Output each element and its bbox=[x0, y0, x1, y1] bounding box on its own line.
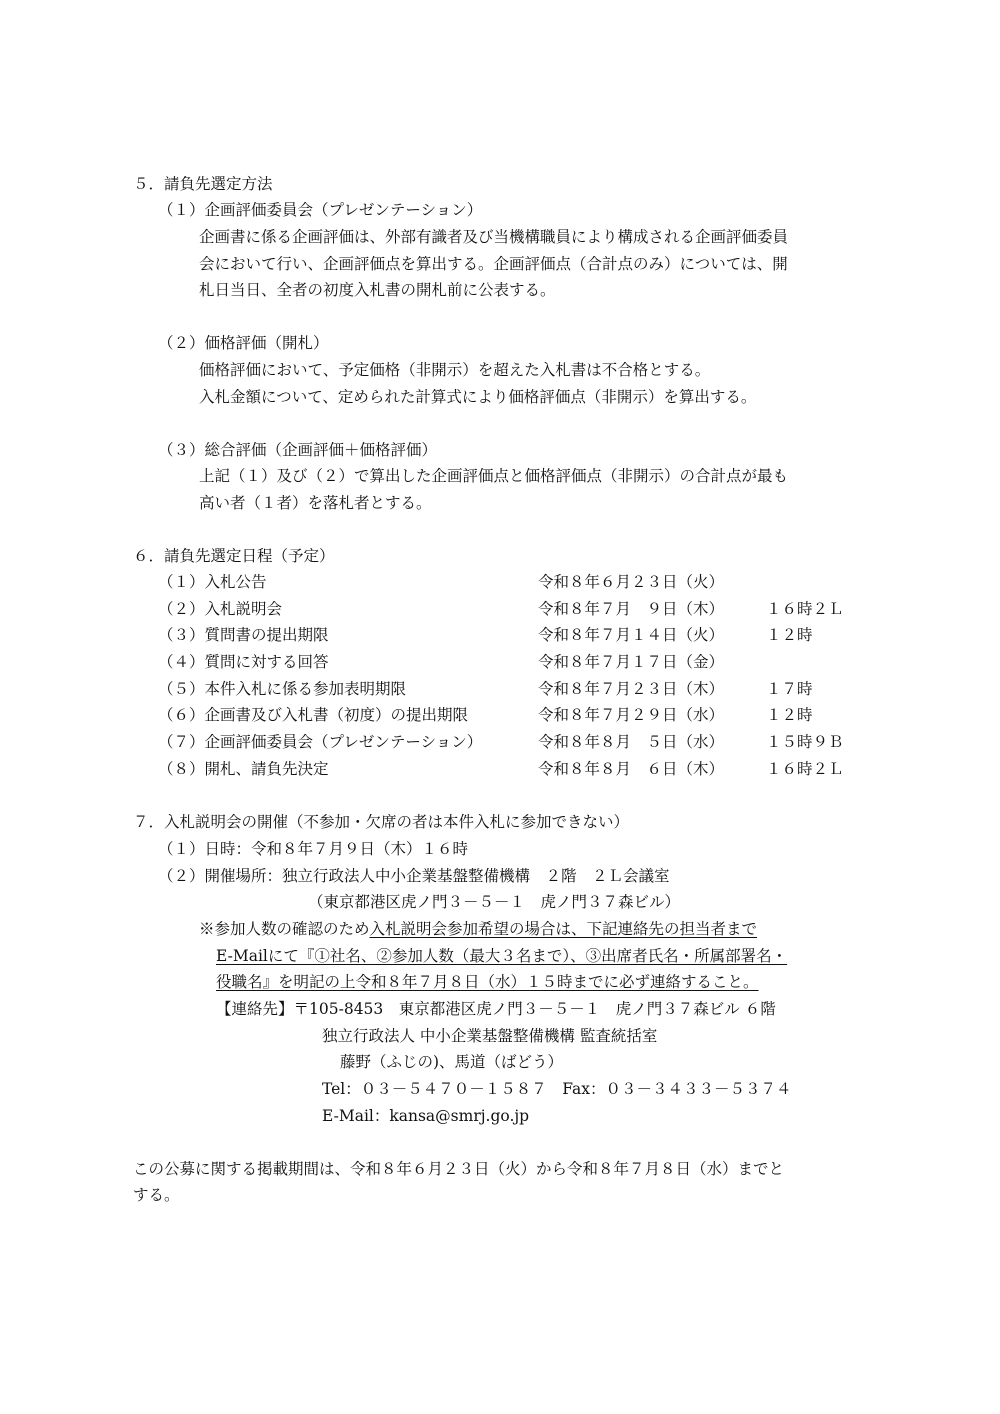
contact-email[interactable]: E-Mail：kansa@smrj.go.jp bbox=[322, 1107, 530, 1125]
section-7-heading: ７．入札説明会の開催（不参加・欠席の者は本件入札に参加できない） bbox=[133, 813, 630, 831]
s7-note-underlined: E-Mailにて『①社名、②参加人数（最大３名まで）、③出席者氏名・所属部署名・ bbox=[216, 947, 788, 965]
schedule-item: （７）企画評価委員会（プレゼンテーション） bbox=[158, 733, 483, 752]
section-5-heading: ５．請負先選定方法 bbox=[133, 175, 273, 193]
schedule-time: １５時９Ｂ bbox=[766, 733, 844, 752]
schedule-date: 令和８年７月１４日（火） bbox=[538, 626, 725, 645]
s7-address: （東京都港区虎ノ門３－５－１ 虎ノ門３７森ビル） bbox=[308, 893, 681, 911]
schedule-item: （１）入札公告 bbox=[158, 573, 267, 591]
schedule-date: 令和８年７月 ９日（木） bbox=[538, 599, 725, 618]
s7-note bbox=[199, 919, 757, 939]
schedule-item: （８）開札、請負先決定 bbox=[158, 759, 329, 778]
schedule-row bbox=[158, 652, 878, 679]
schedule-row bbox=[158, 572, 878, 599]
schedule-time: １７時 bbox=[766, 679, 813, 698]
section-6-heading: ６．請負先選定日程（予定） bbox=[133, 547, 335, 565]
schedule-date: 令和８年８月 ５日（水） bbox=[538, 733, 725, 752]
contact-names: 藤野（ふじの)、馬道（ばどう） bbox=[340, 1053, 564, 1071]
closing-text: する。 bbox=[133, 1186, 180, 1204]
schedule-time: １６時２Ｌ bbox=[766, 759, 844, 778]
s5-item2-title: （２）価格評価（開札） bbox=[158, 334, 329, 352]
s7-datetime: （１）日時：令和８年７月９日（木）１６時 bbox=[158, 840, 469, 858]
contact-phone-fax: Tel：０３－５４７０－１５８７ Fax：０３－３４３３－５３７４ bbox=[322, 1080, 792, 1098]
contact-label: 【連絡先】 bbox=[216, 1000, 294, 1018]
schedule-date: 令和８年７月１７日（金） bbox=[538, 653, 725, 672]
schedule-table bbox=[158, 572, 878, 786]
schedule-row bbox=[158, 625, 878, 652]
s5-item1-line: 札日当日、全者の初度入札書の開札前に公表する。 bbox=[199, 281, 556, 299]
schedule-item: （６）企画書及び入札書（初度）の提出期限 bbox=[158, 706, 469, 725]
closing-text: この公募に関する掲載期間は、令和８年６月２３日（火）から令和８年７月８日（水）までと bbox=[133, 1160, 785, 1178]
s7-note-prefix: ※参加人数の確認のため bbox=[199, 920, 370, 938]
s5-item3-line: 高い者（１者）を落札者とする。 bbox=[199, 494, 432, 512]
schedule-row bbox=[158, 679, 878, 706]
schedule-date: 令和８年７月２９日（水） bbox=[538, 706, 725, 725]
schedule-time: １２時 bbox=[766, 626, 813, 645]
s7-note-underlined: 入札説明会参加希望の場合は、下記連絡先の担当者まで bbox=[369, 920, 758, 938]
s7-note-underlined: 役職名』を明記の上令和８年７月８日（水）１５時までに必ず連絡すること。 bbox=[216, 973, 759, 991]
contact-line bbox=[216, 999, 776, 1019]
contact-address: 〒105-8453 東京都港区虎ノ門３－５－１ 虎ノ門３７森ビル ６階 bbox=[293, 1000, 776, 1018]
s5-item1-line: 会において行い、企画評価点を算出する。企画評価点（合計点のみ）については、開 bbox=[199, 255, 788, 273]
schedule-row bbox=[158, 759, 878, 786]
s5-item2-line: 価格評価において、予定価格（非開示）を超えた入札書は不合格とする。 bbox=[199, 361, 711, 379]
schedule-time: １６時２Ｌ bbox=[766, 599, 844, 618]
s5-item3-title: （３）総合評価（企画評価＋価格評価） bbox=[158, 441, 438, 459]
s7-venue: （２）開催場所：独立行政法人中小企業基盤整備機構 ２階 ２Ｌ会議室 bbox=[158, 867, 670, 885]
schedule-item: （２）入札説明会 bbox=[158, 599, 283, 618]
s5-item2-line: 入札金額について、定められた計算式により価格評価点（非開示）を算出する。 bbox=[199, 388, 757, 406]
schedule-date: 令和８年６月２３日（火） bbox=[538, 573, 725, 591]
contact-organization: 独立行政法人 中小企業基盤整備機構 監査統括室 bbox=[322, 1027, 658, 1045]
schedule-item: （４）質問に対する回答 bbox=[158, 653, 329, 672]
schedule-date: 令和８年８月 ６日（木） bbox=[538, 759, 725, 778]
schedule-item: （５）本件入札に係る参加表明期限 bbox=[158, 679, 407, 698]
s5-item1-title: （１）企画評価委員会（プレゼンテーション） bbox=[158, 201, 483, 219]
s5-item1-line: 企画書に係る企画評価は、外部有識者及び当機構職員により構成される企画評価委員 bbox=[199, 228, 789, 246]
s5-item3-line: 上記（１）及び（２）で算出した企画評価点と価格評価点（非開示）の合計点が最も bbox=[199, 467, 789, 485]
schedule-date: 令和８年７月２３日（木） bbox=[538, 679, 725, 698]
schedule-row bbox=[158, 705, 878, 732]
schedule-time: １２時 bbox=[766, 706, 813, 725]
schedule-row bbox=[158, 732, 878, 759]
schedule-row bbox=[158, 599, 878, 626]
schedule-item: （３）質問書の提出期限 bbox=[158, 626, 329, 645]
